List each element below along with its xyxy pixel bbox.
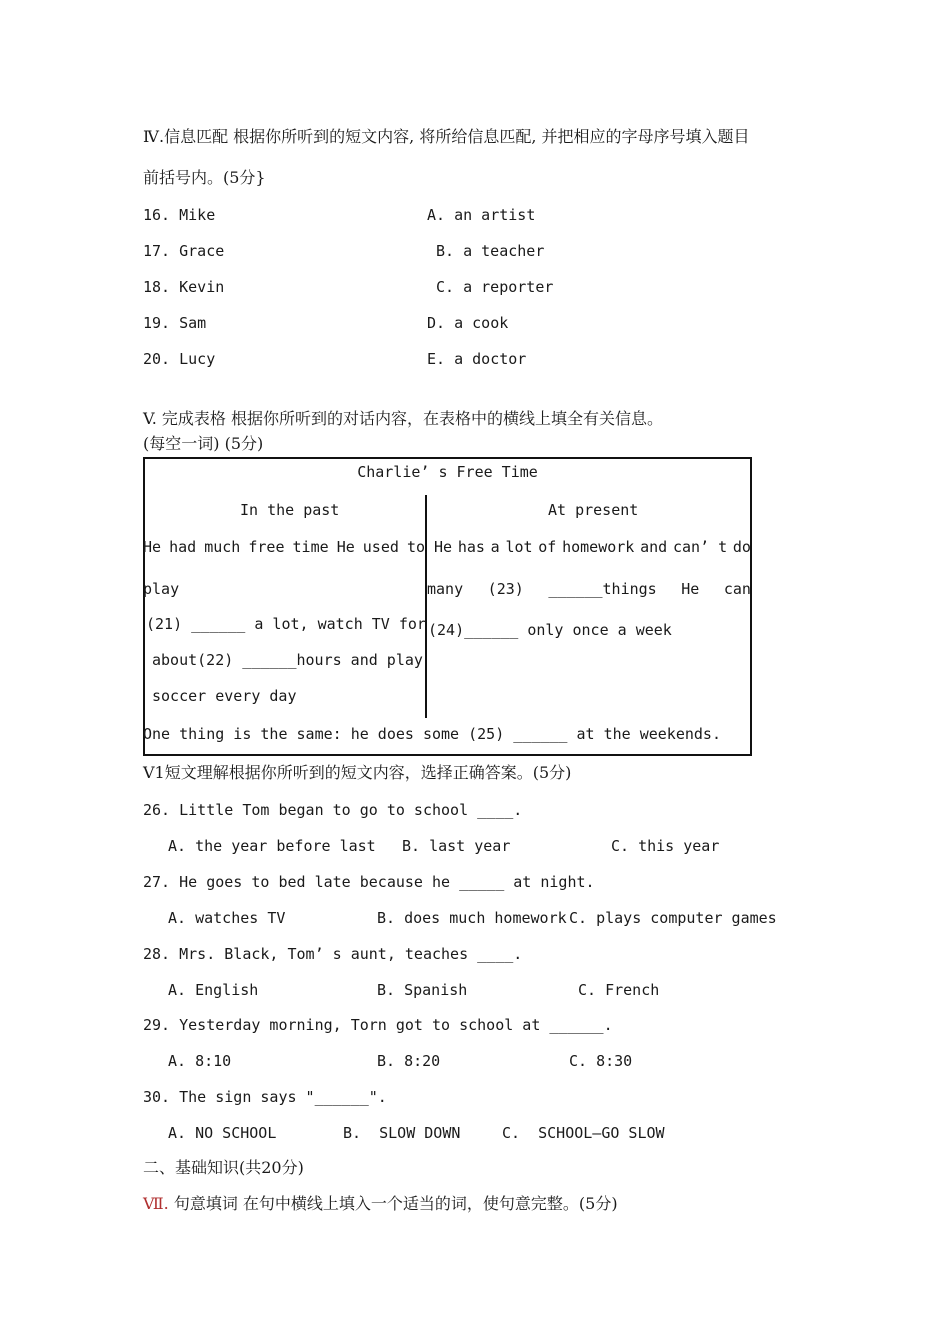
match-option-b: B. a teacher	[436, 242, 545, 260]
q28-option-b: B. Spanish	[377, 981, 468, 999]
past-word: used	[362, 538, 399, 556]
question-30: 30. The sign says "______".	[143, 1088, 387, 1106]
table-header-past: In the past	[240, 501, 340, 519]
present-word: ______things	[548, 580, 657, 598]
match-option-a: A. an artist	[427, 206, 536, 224]
table-header-present: At present	[548, 501, 639, 519]
past-word: He	[143, 538, 162, 556]
part2-title: 二、基础知识(共20分)	[143, 1158, 304, 1177]
past-line-3: (21) ______ a lot, watch TV for	[146, 615, 426, 633]
match-option-e: E. a doctor	[427, 350, 527, 368]
present-word: has	[457, 538, 485, 556]
match-name-19: 19. Sam	[143, 314, 207, 332]
section6-title: V1短文理解根据你所听到的短文内容，选择正确答案。(5分)	[143, 763, 572, 782]
present-word: of	[538, 538, 557, 556]
section5-title-line2: (每空一词) (5分)	[143, 434, 264, 453]
present-word: many	[427, 580, 464, 598]
present-word: can’ t	[672, 538, 728, 556]
q27-option-a: A. watches TV	[168, 909, 286, 927]
match-option-d: D. a cook	[427, 314, 509, 332]
q30-option-a: A. NO SCHOOL	[168, 1124, 277, 1142]
past-word: time	[292, 538, 329, 556]
q28-option-a: A. English	[168, 981, 259, 999]
match-name-16: 16. Mike	[143, 206, 216, 224]
q29-option-a: A. 8:10	[168, 1052, 232, 1070]
present-word: (23)	[487, 580, 524, 598]
match-name-18: 18. Kevin	[143, 278, 225, 296]
present-line-3: (24)______ only once a week	[428, 621, 672, 639]
free-time-table	[143, 457, 752, 756]
present-word: He	[681, 580, 700, 598]
past-word: free	[248, 538, 285, 556]
present-line-2	[427, 579, 751, 599]
table-title: Charlie’ s Free Time	[357, 463, 538, 481]
section7-numeral: Ⅶ.	[143, 1194, 169, 1213]
present-word: do	[732, 538, 751, 556]
q27-option-b: B. does much homework	[377, 909, 567, 927]
past-word: much	[204, 538, 241, 556]
question-29: 29. Yesterday morning, Torn got to school at ______.	[143, 1016, 613, 1034]
q29-option-c: C. 8:30	[569, 1052, 633, 1070]
past-line-1	[143, 537, 425, 557]
past-word: to	[406, 538, 425, 556]
present-word: homework	[562, 538, 635, 556]
past-line-4: about(22) ______hours and play	[152, 651, 423, 669]
q26-option-a: A. the year before last	[168, 837, 376, 855]
match-name-17: 17. Grace	[143, 242, 225, 260]
q30-option-c: C. SCHOOL—GO SLOW	[502, 1124, 665, 1142]
question-28: 28. Mrs. Black, Tom’ s aunt, teaches ____.	[143, 945, 523, 963]
present-word: lot	[505, 538, 533, 556]
q29-option-b: B. 8:20	[377, 1052, 441, 1070]
question-27: 27. He goes to bed late because he _____ at night.	[143, 873, 595, 891]
past-line-2: play	[143, 580, 180, 598]
q27-option-c: C. plays computer games	[569, 909, 777, 927]
section4-title-line1: Ⅳ.信息匹配 根据你所听到的短文内容, 将所给信息匹配, 并把相应的字母序号填入题目	[143, 127, 750, 146]
table-column-divider	[425, 495, 427, 718]
question-26: 26. Little Tom began to go to school ____.	[143, 801, 523, 819]
past-line-5: soccer every day	[152, 687, 297, 705]
section7-title-text: 句意填词 在句中横线上填入一个适当的词，使句意完整。(5分)	[168, 1194, 618, 1213]
present-word: a	[490, 538, 500, 556]
present-line-1	[434, 537, 751, 557]
present-word: He	[434, 538, 453, 556]
q30-option-b: B. SLOW DOWN	[343, 1124, 461, 1142]
q28-option-c: C. French	[578, 981, 660, 999]
past-word: He	[336, 538, 355, 556]
q26-option-b: B. last year	[402, 837, 511, 855]
table-footer: One thing is the same: he does some (25) ______ at the weekends.	[143, 725, 721, 743]
present-word: and	[640, 538, 668, 556]
present-word: can	[723, 580, 751, 598]
section4-title-line2: 前括号内。(5分}	[143, 168, 266, 187]
match-option-c: C. a reporter	[436, 278, 554, 296]
section7-title	[143, 1194, 618, 1214]
q26-option-c: C. this year	[611, 837, 720, 855]
section5-title-line1: V. 完成表格 根据你所听到的对话内容，在表格中的横线上填全有关信息。	[143, 409, 664, 428]
past-word: had	[169, 538, 197, 556]
match-name-20: 20. Lucy	[143, 350, 216, 368]
